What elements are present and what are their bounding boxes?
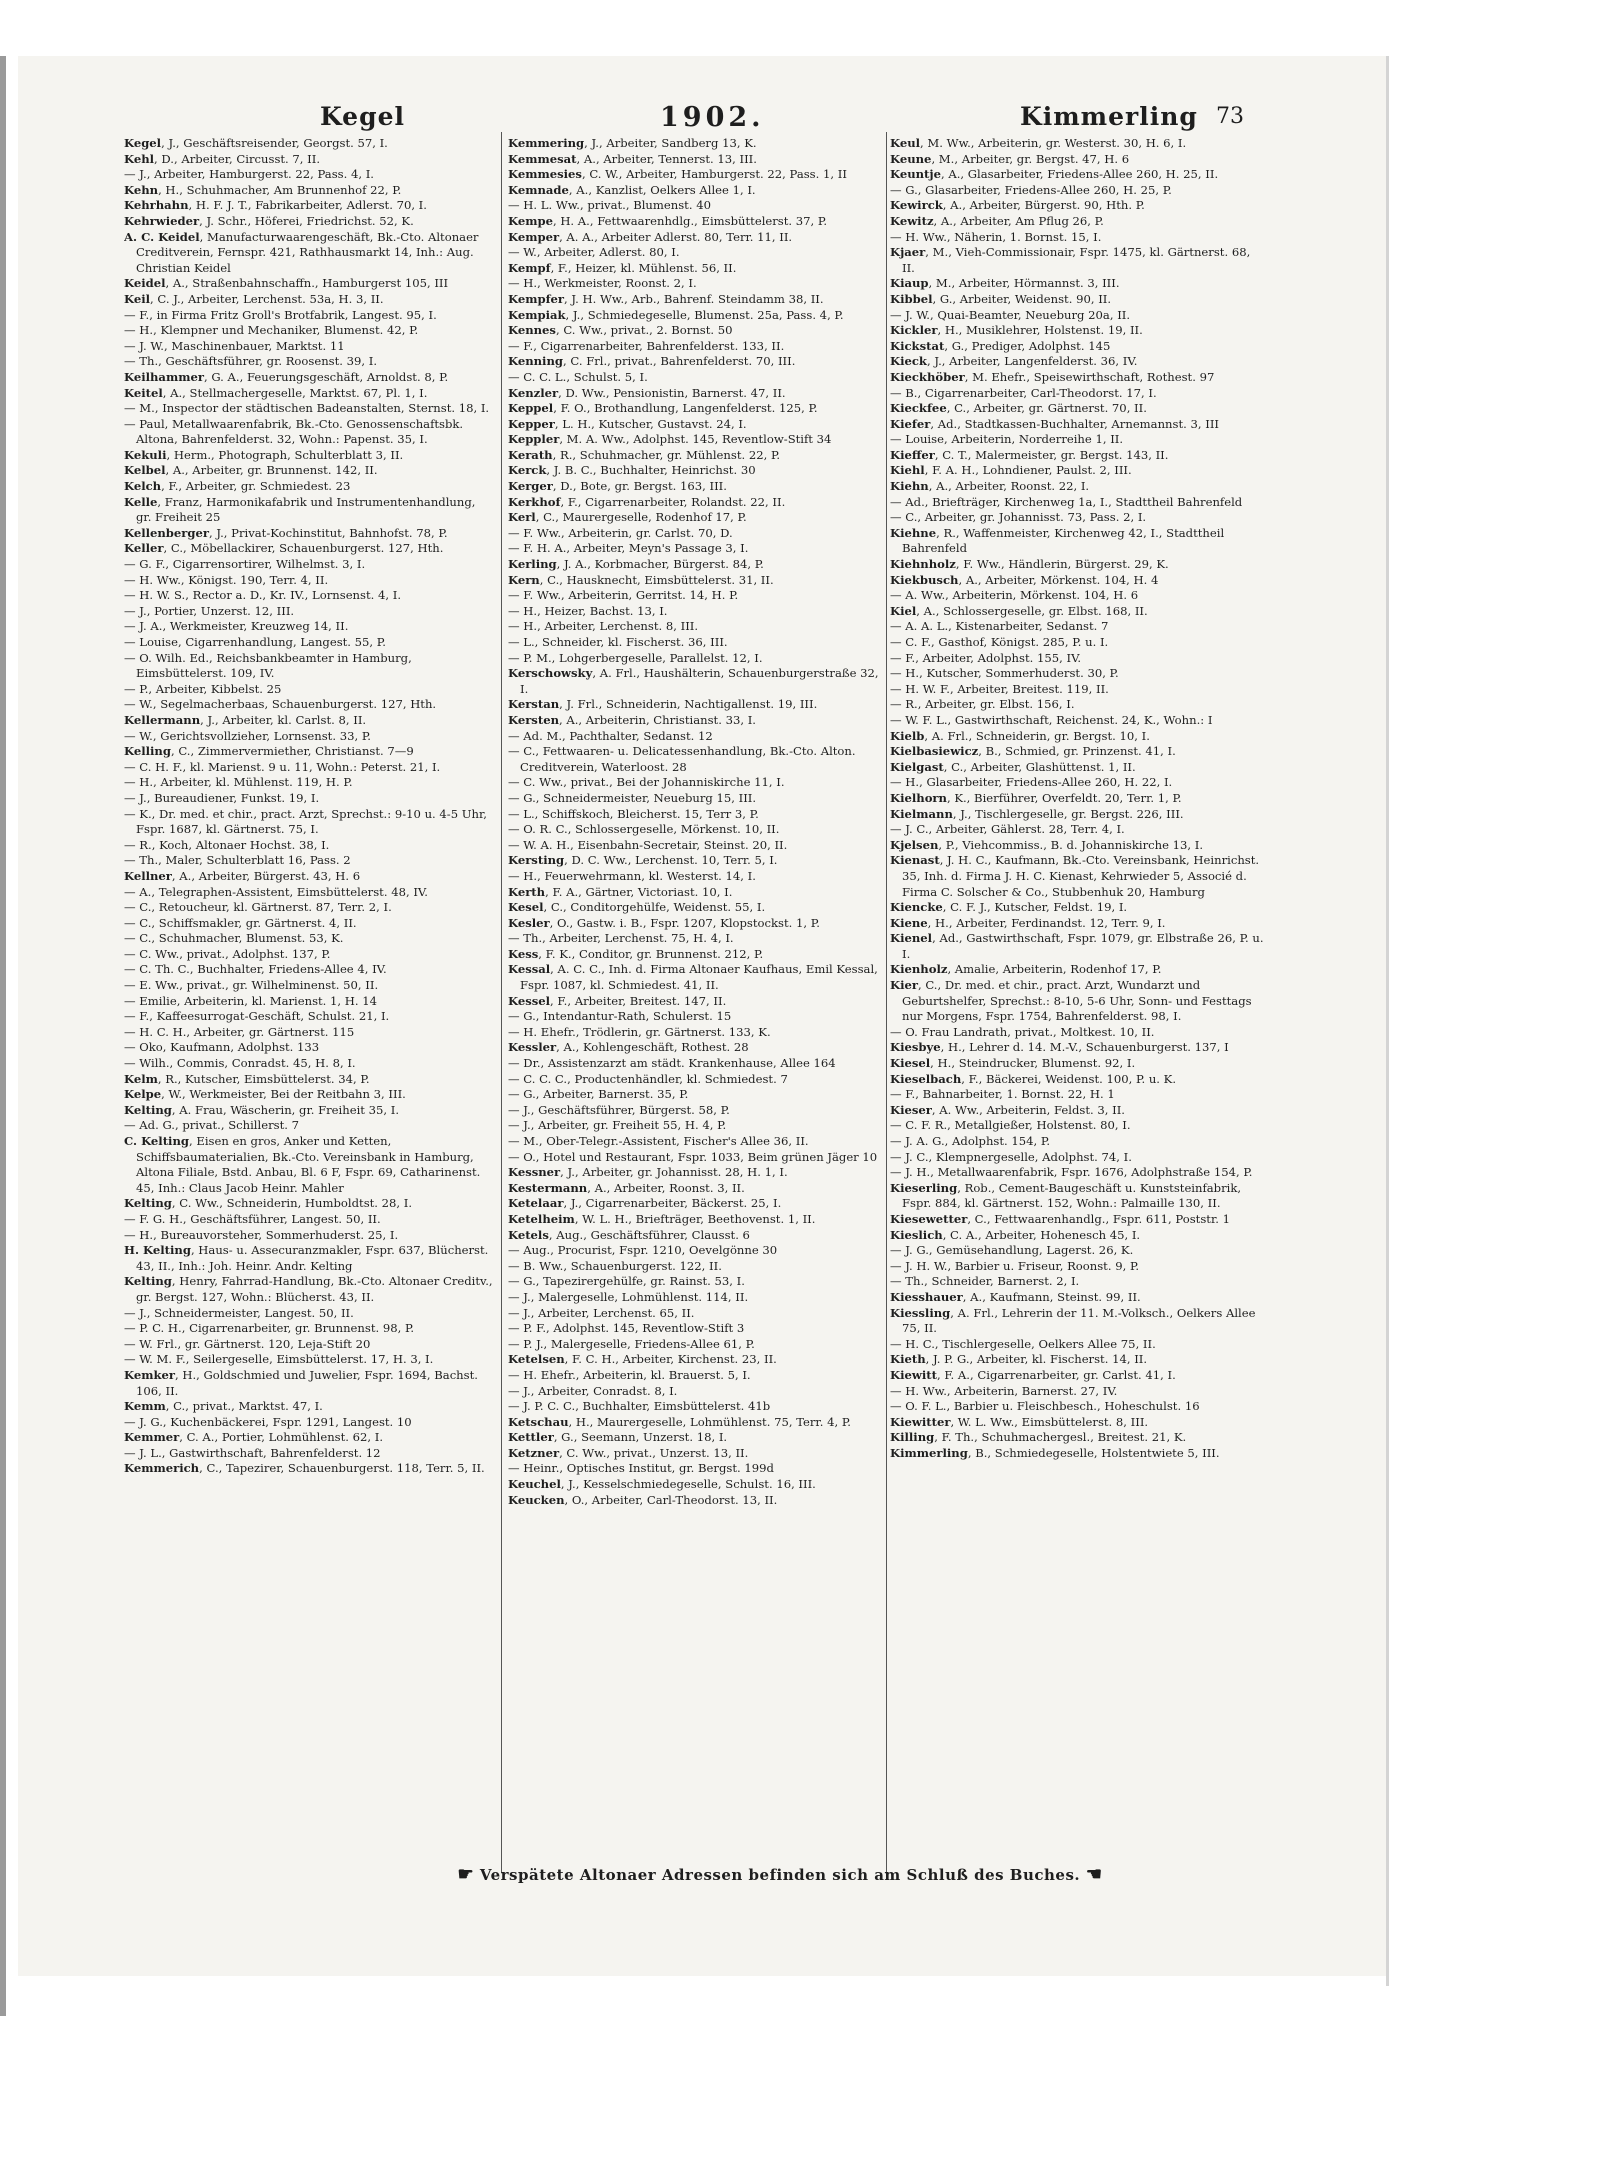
directory-entry: Ketschau, H., Maurergeselle, Lohmühlenst. 75, Terr. 4, P. — [508, 1414, 851, 1429]
directory-entry: — C. H. F., kl. Marienst. 9 u. 11, Wohn.: Peterst. 21, I. — [124, 759, 441, 774]
directory-entry: — L., Schneider, kl. Fischerst. 36, III. — [508, 635, 728, 649]
directory-entry: — O. Frau Landrath, privat., Moltkest. 10, II. — [890, 1024, 1155, 1039]
directory-entry: — J. P. C. C., Buchhalter, Eimsbüttelerst. 41b — [508, 1399, 771, 1414]
directory-entry: — J. A. G., Adolphst. 154, P. — [890, 1134, 1051, 1148]
directory-entry: Kieselbach, F., Bäckerei, Weidenst. 100, P. u. K. — [890, 1071, 1177, 1086]
directory-entry: Kempiak, J., Schmiedegeselle, Blumenst. 25a, Pass. 4, P. — [508, 307, 844, 322]
pointing-hand-left-icon: ☚ — [1085, 1864, 1103, 1885]
directory-entry: — C. Ww., privat., Adolphst. 137, P. — [124, 946, 331, 961]
directory-entry: Kempfer, J. H. Ww., Arb., Bahrenf. Steindamm 38, II. — [508, 291, 824, 306]
directory-entry: — O., Hotel und Restaurant, Fspr. 1033, Beim grünen Jäger 10 — [508, 1149, 878, 1164]
directory-entry: Kiesel, H., Steindrucker, Blumenst. 92, I. — [890, 1056, 1136, 1071]
directory-entry: Kehl, D., Arbeiter, Circusst. 7, II. — [124, 151, 321, 166]
directory-entry: — F. Ww., Arbeiterin, Gerritst. 14, H. P. — [508, 588, 739, 603]
directory-entry: Kiencke, C. F. J., Kutscher, Feldst. 19, I. — [890, 900, 1128, 915]
directory-entry: Kiehne, R., Waffenmeister, Kirchenweg 42, I., Stadttheil Bahrenfeld — [890, 525, 1225, 556]
directory-entry: Keucken, O., Arbeiter, Carl-Theodorst. 13, II. — [508, 1492, 778, 1507]
directory-entry: Kelm, R., Kutscher, Eimsbüttelerst. 34, P. — [124, 1071, 370, 1086]
directory-entry: — F. H. A., Arbeiter, Meyn's Passage 3, I. — [508, 541, 749, 556]
directory-entry: — O. Wilh. Ed., Reichsbankbeamter in Hamburg, Eimsbüttelerst. 109, IV. — [124, 650, 412, 681]
directory-entry: Kemker, H., Goldschmied und Juwelier, Fspr. 1694, Bachst. 106, II. — [124, 1367, 478, 1398]
directory-entry: C. Kelting, Eisen en gros, Anker und Ketten, Schiffsbaumaterialien, Bk.-Cto. Vereinsbank in Hamburg, Altona Filiale, Bstd. Anbau, Bl. 6 F, Fspr. 69, Catharinenst. 45, Inh.: Claus Jacob Heinr. Mahler — [124, 1134, 481, 1195]
directory-entry: — J., Bureaudiener, Funkst. 19, I. — [124, 790, 320, 805]
directory-entry: — J. C., Arbeiter, Gählerst. 28, Terr. 4, I. — [890, 822, 1125, 837]
directory-entry: — J., Arbeiter, Hamburgerst. 22, Pass. 4, I. — [124, 167, 374, 182]
directory-entry: Keitel, A., Stellmachergeselle, Marktst. 67, Pl. 1, I. — [124, 385, 428, 400]
directory-entry: Kieth, J. P. G., Arbeiter, kl. Fischerst. 14, II. — [890, 1352, 1148, 1367]
directory-entry: Kess, F. K., Conditor, gr. Brunnenst. 212, P. — [508, 946, 764, 961]
directory-entry: — C., Schiffsmakler, gr. Gärtnerst. 4, II. — [124, 915, 357, 930]
directory-entry: Kieslich, C. A., Arbeiter, Hohenesch 45, I. — [890, 1227, 1141, 1242]
directory-entry: — Emilie, Arbeiterin, kl. Marienst. 1, H. 14 — [124, 993, 378, 1008]
directory-entry: — H., Klempner und Mechaniker, Blumenst. 42, P. — [124, 323, 419, 338]
directory-entry: Kelting, A. Frau, Wäscherin, gr. Freiheit 35, I. — [124, 1102, 400, 1117]
directory-entry: Kegel, J., Geschäftsreisender, Georgst. 57, I. — [124, 136, 388, 150]
directory-entry: — H., Heizer, Bachst. 13, I. — [508, 603, 668, 618]
footer-note — [330, 1864, 1230, 1890]
directory-entry: Kielmann, J., Tischlergeselle, gr. Bergst. 226, III. — [890, 806, 1184, 821]
directory-entry: — Dr., Assistenzarzt am städt. Krankenhause, Allee 164 — [508, 1056, 836, 1071]
directory-entry: — J. L., Gastwirthschaft, Bahrenfelderst. 12 — [124, 1445, 381, 1460]
directory-entry: — Paul, Metallwaarenfabrik, Bk.-Cto. Genossenschaftsbk. Altona, Bahrenfelderst. 32, Wohn.: Papenst. 35, I. — [124, 416, 464, 447]
directory-entry: Keuchel, J., Kesselschmiedegeselle, Schulst. 16, III. — [508, 1477, 816, 1492]
directory-entry: Kewirck, A., Arbeiter, Bürgerst. 90, Hth. P. — [890, 198, 1145, 213]
directory-entry: — W., Arbeiter, Adlerst. 80, I. — [508, 245, 680, 260]
directory-entry: Kennes, C. Ww., privat., 2. Bornst. 50 — [508, 323, 733, 338]
directory-entry: Kielhorn, K., Bierführer, Overfeldt. 20, Terr. 1, P. — [890, 790, 1182, 805]
directory-entry: Kehn, H., Schuhmacher, Am Brunnenhof 22, P. — [124, 182, 402, 197]
directory-entry: Kieck, J., Arbeiter, Langenfelderst. 36, IV. — [890, 354, 1138, 369]
directory-entry: Kiefer, Ad., Stadtkassen-Buchhalter, Arnemannst. 3, III — [890, 416, 1219, 431]
directory-entry: Keidel, A., Straßenbahnschaffn., Hamburgerst 105, III — [124, 276, 449, 291]
directory-entry: — C. Ww., privat., Bei der Johanniskirche 11, I. — [508, 775, 785, 790]
directory-entry: — P. C. H., Cigarrenarbeiter, gr. Brunnenst. 98, P. — [124, 1321, 415, 1336]
directory-entry: Kerschowsky, A. Frl., Haushälterin, Schauenburgerstraße 32, I. — [508, 666, 879, 696]
directory-entry: Kessal, A. C. C., Inh. d. Firma Altonaer Kaufhaus, Emil Kessal, Fspr. 1087, kl. Schmiedest. 41, II. — [508, 962, 878, 993]
directory-entry: — A. Ww., Arbeiterin, Mörkenst. 104, H. 6 — [890, 588, 1139, 603]
directory-entry: Ketelheim, W. L. H., Briefträger, Beethovenst. 1, II. — [508, 1211, 816, 1226]
directory-entry: — C. C. C., Productenhändler, kl. Schmiedest. 7 — [508, 1071, 788, 1086]
directory-entry: Kemm, C., privat., Marktst. 47, I. — [124, 1399, 323, 1414]
directory-entry: Kellermann, J., Arbeiter, kl. Carlst. 8, II. — [124, 712, 367, 727]
directory-entry: Ketelsen, F. C. H., Arbeiter, Kirchenst. 23, II. — [508, 1352, 777, 1367]
directory-entry: — C. Th. C., Buchhalter, Friedens-Allee 4, IV. — [124, 962, 387, 977]
directory-entry: — W. A. H., Eisenbahn-Secretair, Steinst. 20, II. — [508, 837, 788, 852]
directory-entry: Kemmer, C. A., Portier, Lohmühlenst. 62, I. — [124, 1430, 384, 1445]
directory-entry: Kiaup, M., Arbeiter, Hörmannst. 3, III. — [890, 276, 1120, 291]
directory-entry: — W. M. F., Seilergeselle, Eimsbüttelerst. 17, H. 3, I. — [124, 1352, 434, 1367]
directory-entry: — Aug., Procurist, Fspr. 1210, Oevelgönne 30 — [508, 1243, 778, 1258]
directory-entry: — J., Geschäftsführer, Bürgerst. 58, P. — [508, 1102, 730, 1117]
directory-entry: Kerger, D., Bote, gr. Bergst. 163, III. — [508, 479, 727, 494]
directory-entry: — Oko, Kaufmann, Adolphst. 133 — [124, 1040, 320, 1055]
directory-entry: Kiewitt, F. A., Cigarrenarbeiter, gr. Carlst. 41, I. — [890, 1367, 1176, 1382]
directory-entry: Kieffer, C. T., Malermeister, gr. Bergst. 143, II. — [890, 447, 1169, 462]
directory-entry: Kerck, J. B. C., Buchhalter, Heinrichst. 30 — [508, 463, 756, 478]
directory-entry: Kelpe, W., Werkmeister, Bei der Reitbahn 3, III. — [124, 1087, 406, 1102]
directory-entry: — E. Ww., privat., gr. Wilhelminenst. 50, II. — [124, 978, 379, 993]
directory-entry: Kellenberger, J., Privat-Kochinstitut, Bahnhofst. 78, P. — [124, 525, 448, 540]
directory-entry: Kenzler, D. Ww., Pensionistin, Barnerst. 47, II. — [508, 385, 786, 400]
directory-entry: — J. G., Gemüsehandlung, Lagerst. 26, K. — [890, 1243, 1134, 1258]
directory-entry: Kessel, F., Arbeiter, Breitest. 147, II. — [508, 993, 727, 1008]
directory-entry: Kehrwieder, J. Schr., Höferei, Friedrichst. 52, K. — [124, 213, 414, 228]
directory-entry: Kielgast, C., Arbeiter, Glashüttenst. 1, II. — [890, 759, 1136, 774]
directory-entry: — H. W. S., Rector a. D., Kr. IV., Lornsenst. 4, I. — [124, 588, 402, 603]
directory-entry: Kickstat, G., Prediger, Adolphst. 145 — [890, 338, 1111, 353]
directory-entry: Kerth, F. A., Gärtner, Victoriast. 10, I. — [508, 884, 733, 899]
directory-entry: Kemmesat, A., Arbeiter, Tennerst. 13, III. — [508, 151, 757, 166]
directory-entry: Kjelsen, P., Viehcommiss., B. d. Johanniskirche 13, I. — [890, 837, 1204, 852]
directory-entry: — H. Ww., Arbeiterin, Barnerst. 27, IV. — [890, 1383, 1118, 1398]
directory-entry: — A., Telegraphen-Assistent, Eimsbüttelerst. 48, IV. — [124, 884, 428, 899]
directory-entry: Kjaer, M., Vieh-Commissionair, Fspr. 1475, kl. Gärtnerst. 68, II. — [890, 245, 1251, 275]
directory-entry: Keuntje, A., Glasarbeiter, Friedens-Allee 260, H. 25, II. — [890, 167, 1219, 182]
directory-entry: — H. C. H., Arbeiter, gr. Gärtnerst. 115 — [124, 1024, 355, 1039]
directory-column-1 — [124, 136, 494, 1861]
directory-entry: Kerkhof, F., Cigarrenarbeiter, Rolandst. 22, II. — [508, 494, 786, 509]
directory-entry: — C., Retoucheur, kl. Gärtnerst. 87, Terr. 2, I. — [124, 900, 392, 915]
directory-entry: — C., Schuhmacher, Blumenst. 53, K. — [124, 931, 344, 946]
directory-entry: — W., Segelmacherbaas, Schauenburgerst. 127, Hth. — [124, 697, 437, 712]
directory-entry: Kemper, A. A., Arbeiter Adlerst. 80, Terr. 11, II. — [508, 229, 793, 244]
directory-entry: — F., in Firma Fritz Groll's Brotfabrik, Langest. 95, I. — [124, 307, 437, 322]
directory-entry: Kemmerich, C., Tapezirer, Schauenburgerst. 118, Terr. 5, II. — [124, 1461, 485, 1476]
directory-entry: — O. R. C., Schlossergeselle, Mörkenst. 10, II. — [508, 822, 780, 837]
directory-entry: Kelbel, A., Arbeiter, gr. Brunnenst. 142, II. — [124, 463, 378, 478]
directory-entry: — Wilh., Commis, Conradst. 45, H. 8, I. — [124, 1056, 356, 1071]
directory-entry: Keller, C., Möbellackirer, Schauenburgerst. 127, Hth. — [124, 541, 444, 556]
directory-entry: Kesel, C., Conditorgehülfe, Weidenst. 55, I. — [508, 900, 766, 915]
directory-entry: Kern, C., Hausknecht, Eimsbüttelerst. 31, II. — [508, 572, 774, 587]
directory-entry: — F., Cigarrenarbeiter, Bahrenfelderst. 133, II. — [508, 338, 785, 353]
directory-entry: — F. Ww., Arbeiterin, gr. Carlst. 70, D. — [508, 525, 733, 540]
directory-entry: Kemmering, J., Arbeiter, Sandberg 13, K. — [508, 136, 757, 150]
directory-entry: Kielbasiewicz, B., Schmied, gr. Prinzenst. 41, I. — [890, 744, 1176, 759]
directory-entry: Kiesewetter, C., Fettwaarenhandlg., Fspr. 611, Poststr. 1 — [890, 1211, 1230, 1226]
directory-entry: Kenning, C. Frl., privat., Bahrenfelderst. 70, III. — [508, 354, 796, 369]
directory-entry: — M., Inspector der städtischen Badeanstalten, Sternst. 18, I. — [124, 401, 490, 416]
page-number: 73 — [1216, 104, 1244, 129]
directory-entry: — B., Cigarrenarbeiter, Carl-Theodorst. 17, I. — [890, 385, 1157, 400]
directory-entry: — P. J., Malergeselle, Friedens-Allee 61, P. — [508, 1336, 755, 1351]
directory-entry: Kemmesies, C. W., Arbeiter, Hamburgerst. 22, Pass. 1, II — [508, 167, 847, 182]
directory-entry: Kelch, F., Arbeiter, gr. Schmiedest. 23 — [124, 479, 351, 494]
directory-entry: Keppler, M. A. Ww., Adolphst. 145, Reventlow-Stift 34 — [508, 432, 832, 447]
headword-left: Kegel — [320, 102, 405, 131]
directory-entry: — Heinr., Optisches Institut, gr. Bergst. 199d — [508, 1461, 774, 1476]
directory-entry: Kessner, J., Arbeiter, gr. Johannisst. 28, H. 1, I. — [508, 1165, 788, 1180]
directory-entry: — B. Ww., Schauenburgerst. 122, II. — [508, 1258, 722, 1273]
directory-entry: — L., Schiffskoch, Bleicherst. 15, Terr 3, P. — [508, 806, 759, 821]
directory-entry: Kellner, A., Arbeiter, Bürgerst. 43, H. 6 — [124, 868, 361, 883]
directory-entry: Kiesshauer, A., Kaufmann, Steinst. 99, II. — [890, 1289, 1141, 1304]
directory-entry: — J., Schneidermeister, Langest. 50, II. — [124, 1305, 354, 1320]
directory-entry: Kekuli, Herm., Photograph, Schulterblatt 3, II. — [124, 447, 404, 462]
directory-entry: — K., Dr. med. et chir., pract. Arzt, Sprechst.: 9-10 u. 4-5 Uhr, Fspr. 1687, kl. Gärtnerst. 75, I. — [124, 806, 487, 837]
directory-entry: — Th., Arbeiter, Lerchenst. 75, H. 4, I. — [508, 931, 734, 946]
directory-entry: — Louise, Arbeiterin, Norderreihe 1, II. — [890, 432, 1124, 447]
directory-entry: Kienel, Ad., Gastwirthschaft, Fspr. 1079, gr. Elbstraße 26, P. u. I. — [890, 931, 1264, 961]
directory-entry: Kessler, A., Kohlengeschäft, Rothest. 28 — [508, 1040, 749, 1055]
directory-entry: Kerl, C., Maurergeselle, Rodenhof 17, P. — [508, 510, 747, 525]
directory-entry: Kesler, O., Gastw. i. B., Fspr. 1207, Klopstockst. 1, P. — [508, 915, 820, 930]
directory-entry: Kiel, A., Schlossergeselle, gr. Elbst. 168, II. — [890, 603, 1148, 618]
directory-entry: — F. G. H., Geschäftsführer, Langest. 50, II. — [124, 1211, 381, 1226]
directory-entry: Kiekbusch, A., Arbeiter, Mörkenst. 104, H. 4 — [890, 572, 1159, 587]
directory-entry: — G. F., Cigarrensortirer, Wilhelmst. 3, I. — [124, 557, 366, 572]
directory-entry: Kier, C., Dr. med. et chir., pract. Arzt, Wundarzt und Geburtshelfer, Sprechst.: 8-10, 5-6 Uhr, Sonn- und Festtags nur Morgens, Fspr. 1754, Bahrenfelderst. 98, I. — [890, 978, 1252, 1024]
directory-entry: — Ad. M., Pachthalter, Sedanst. 12 — [508, 728, 713, 743]
directory-entry: — C. F., Gasthof, Königst. 285, P. u. I. — [890, 635, 1109, 649]
directory-entry: — J. C., Klempnergeselle, Adolphst. 74, I. — [890, 1149, 1132, 1164]
directory-entry: — C. F. R., Metallgießer, Holstenst. 80, I. — [890, 1118, 1131, 1133]
directory-entry: Kieser, A. Ww., Arbeiterin, Feldst. 3, II. — [890, 1102, 1125, 1117]
directory-entry: — H., Arbeiter, Lerchenst. 8, III. — [508, 619, 699, 634]
directory-entry: — J., Portier, Unzerst. 12, III. — [124, 603, 295, 618]
directory-entry: — J., Arbeiter, Conradst. 8, I. — [508, 1383, 678, 1398]
directory-entry: Kiessling, A. Frl., Lehrerin der 11. M.-Volksch., Oelkers Allee 75, II. — [890, 1305, 1256, 1336]
directory-column-3 — [890, 136, 1264, 1861]
directory-entry: Keil, C. J., Arbeiter, Lerchenst. 53a, H. 3, II. — [124, 291, 384, 306]
directory-entry: — Th., Geschäftsführer, gr. Roosenst. 39, I. — [124, 354, 378, 369]
directory-entry: — R., Koch, Altonaer Hochst. 38, I. — [124, 837, 330, 852]
directory-entry: Kickler, H., Musiklehrer, Holstenst. 19, II. — [890, 323, 1143, 338]
scan-edge — [0, 56, 6, 2016]
directory-entry: — H., Glasarbeiter, Friedens-Allee 260, H. 22, I. — [890, 775, 1173, 790]
directory-entry: — H., Feuerwehrmann, kl. Westerst. 14, I. — [508, 868, 756, 883]
directory-entry: Kiehnholz, F. Ww., Händlerin, Bürgerst. 29, K. — [890, 557, 1169, 572]
directory-entry: Keul, M. Ww., Arbeiterin, gr. Westerst. 30, H. 6, I. — [890, 136, 1187, 150]
directory-entry: Kelle, Franz, Harmonikafabrik und Instrumentenhandlung, gr. Freiheit 25 — [124, 494, 476, 525]
directory-entry: — Ad. G., privat., Schillerst. 7 — [124, 1118, 299, 1133]
directory-entry: Kersten, A., Arbeiterin, Christianst. 33, I. — [508, 712, 756, 727]
directory-entry: — J. A., Werkmeister, Kreuzweg 14, II. — [124, 619, 349, 634]
directory-entry: — H. Ehefr., Arbeiterin, kl. Brauerst. 5, I. — [508, 1367, 751, 1382]
directory-entry: Kerling, J. A., Korbmacher, Bürgerst. 84, P. — [508, 557, 764, 572]
directory-entry: — F., Bahnarbeiter, 1. Bornst. 22, H. 1 — [890, 1087, 1115, 1102]
directory-entry: Ketels, Aug., Geschäftsführer, Clausst. 6 — [508, 1227, 750, 1242]
directory-entry: — J., Arbeiter, gr. Freiheit 55, H. 4, P. — [508, 1118, 727, 1133]
column-divider — [501, 132, 502, 1872]
directory-entry: H. Kelting, Haus- u. Assecuranzmakler, Fspr. 637, Blücherst. 43, II., Inh.: Joh. Heinr. Andr. Kelting — [124, 1243, 489, 1273]
directory-entry: — W. F. L., Gastwirthschaft, Reichenst. 24, K., Wohn.: I — [890, 712, 1213, 727]
directory-entry: Kewitz, A., Arbeiter, Am Pflug 26, P. — [890, 213, 1104, 228]
directory-entry: Kielb, A. Frl., Schneiderin, gr. Bergst. 10, I. — [890, 728, 1150, 743]
directory-entry: — H. C., Tischlergeselle, Oelkers Allee 75, II. — [890, 1336, 1156, 1351]
directory-entry: — G., Schneidermeister, Neueburg 15, III. — [508, 790, 757, 805]
directory-entry: Kiewitter, W. L. Ww., Eimsbüttelerst. 8, III. — [890, 1414, 1149, 1429]
directory-entry: — O. F. L., Barbier u. Fleischbesch., Hoheschulst. 16 — [890, 1399, 1200, 1414]
directory-entry: Keune, M., Arbeiter, gr. Bergst. 47, H. 6 — [890, 151, 1130, 166]
directory-entry: — C., Fettwaaren- u. Delicatessenhandlung, Bk.-Cto. Alton. Creditverein, Waterloost. 28 — [508, 744, 856, 774]
directory-entry: — H., Bureauvorsteher, Sommerhuderst. 25, I. — [124, 1227, 399, 1242]
directory-entry: — G., Arbeiter, Barnerst. 35, P. — [508, 1087, 689, 1102]
directory-entry: Killing, F. Th., Schuhmachergesl., Breitest. 21, K. — [890, 1430, 1187, 1445]
directory-entry: Kimmerling, B., Schmiedegeselle, Holstentwiete 5, III. — [890, 1445, 1220, 1460]
year-heading: 1902. — [660, 102, 765, 133]
column-divider — [886, 132, 887, 1872]
directory-entry: — C., Arbeiter, gr. Johannisst. 73, Pass. 2, I. — [890, 510, 1147, 525]
directory-entry: — Th., Schneider, Barnerst. 2, I. — [890, 1274, 1080, 1289]
directory-entry: Kempe, H. A., Fettwaarenhdlg., Eimsbüttelerst. 37, P. — [508, 213, 828, 228]
pointing-hand-right-icon: ☛ — [457, 1864, 475, 1885]
directory-entry: — J. W., Maschinenbauer, Marktst. 11 — [124, 338, 345, 353]
directory-entry: — W. Frl., gr. Gärtnerst. 120, Leja-Stift 20 — [124, 1336, 371, 1351]
directory-entry: Kiesbye, H., Lehrer d. 14. M.-V., Schauenburgerst. 137, I — [890, 1040, 1229, 1055]
headword-right: Kimmerling — [1020, 102, 1198, 131]
directory-entry: Kelting, C. Ww., Schneiderin, Humboldtst. 28, I. — [124, 1196, 413, 1211]
directory-column-2 — [508, 136, 882, 1861]
directory-entry: Kemnade, A., Kanzlist, Oelkers Allee 1, I. — [508, 182, 756, 197]
directory-entry: — H. W. F., Arbeiter, Breitest. 119, II. — [890, 681, 1109, 696]
directory-entry: — J., Arbeiter, Lerchenst. 65, II. — [508, 1305, 695, 1320]
directory-entry: — P. M., Lohgerbergeselle, Parallelst. 12, I. — [508, 650, 763, 665]
directory-entry: Kibbel, G., Arbeiter, Weidenst. 90, II. — [890, 291, 1112, 306]
directory-entry: Kelting, Henry, Fahrrad-Handlung, Bk.-Cto. Altonaer Creditv., gr. Bergst. 127, Wohn.: Blücherst. 43, II. — [124, 1274, 493, 1304]
directory-entry: — C. C. L., Schulst. 5, I. — [508, 369, 648, 384]
directory-entry: — P., Arbeiter, Kibbelst. 25 — [124, 681, 282, 696]
directory-entry: — P. F., Adolphst. 145, Reventlow-Stift 3 — [508, 1321, 745, 1336]
directory-entry: — H., Werkmeister, Roonst. 2, I. — [508, 276, 697, 291]
directory-entry: — W., Gerichtsvollzieher, Lornsenst. 33, P. — [124, 728, 371, 743]
directory-entry: Ketelaar, J., Cigarrenarbeiter, Bäckerst. 25, I. — [508, 1196, 782, 1211]
directory-entry: Kersting, D. C. Ww., Lerchenst. 10, Terr. 5, I. — [508, 853, 778, 868]
directory-entry: — H., Arbeiter, kl. Mühlenst. 119, H. P. — [124, 775, 353, 790]
directory-entry: — F., Kaffeesurrogat-Geschäft, Schulst. 21, I. — [124, 1009, 390, 1024]
directory-entry: — Th., Maler, Schulterblatt 16, Pass. 2 — [124, 853, 351, 868]
directory-entry: — J. W., Quai-Beamter, Neueburg 20a, II. — [890, 307, 1131, 322]
directory-entry: — G., Glasarbeiter, Friedens-Allee 260, H. 25, P. — [890, 182, 1172, 197]
directory-entry: — J. H., Metallwaarenfabrik, Fspr. 1676, Adolphstraße 154, P. — [890, 1165, 1253, 1180]
directory-entry: — F., Arbeiter, Adolphst. 155, IV. — [890, 650, 1082, 665]
directory-entry: Kestermann, A., Arbeiter, Roonst. 3, II. — [508, 1180, 745, 1195]
page-header — [120, 102, 1360, 136]
directory-entry: Kiene, H., Arbeiter, Ferdinandst. 12, Terr. 9, I. — [890, 915, 1166, 930]
directory-entry: Kiehn, A., Arbeiter, Roonst. 22, I. — [890, 479, 1090, 494]
directory-entry: — M., Ober-Telegr.-Assistent, Fischer's Allee 36, II. — [508, 1134, 809, 1148]
directory-entry: Kiehl, F. A. H., Lohndiener, Paulst. 2, III. — [890, 463, 1132, 478]
directory-entry: — G., Tapezirergehülfe, gr. Rainst. 53, I. — [508, 1274, 745, 1289]
directory-entry: Kettler, G., Seemann, Unzerst. 18, I. — [508, 1430, 728, 1445]
directory-entry: Ketzner, C. Ww., privat., Unzerst. 13, II. — [508, 1445, 749, 1460]
directory-entry: — H., Kutscher, Sommerhuderst. 30, P. — [890, 666, 1119, 681]
directory-entry: — Louise, Cigarrenhandlung, Langest. 55, P. — [124, 635, 386, 649]
directory-entry: Kerstan, J. Frl., Schneiderin, Nachtigallenst. 19, III. — [508, 697, 818, 712]
directory-entry: Kehrhahn, H. F. J. T., Fabrikarbeiter, Adlerst. 70, I. — [124, 198, 427, 213]
page-edge-shadow — [1386, 56, 1389, 1986]
directory-entry: Kieckfee, C., Arbeiter, gr. Gärtnerst. 70, II. — [890, 401, 1147, 416]
directory-entry: — G., Intendantur-Rath, Schulerst. 15 — [508, 1009, 732, 1024]
footer-text: Verspätete Altonaer Adressen befinden sich am Schluß des Buches. — [479, 1866, 1081, 1884]
directory-entry: A. C. Keidel, Manufacturwaarengeschäft, Bk.-Cto. Altonaer Creditverein, Fernspr. 421, Rathhausmarkt 14, Inh.: Aug. Christian Keidel — [124, 229, 479, 275]
directory-entry: — Ad., Briefträger, Kirchenweg 1a, I., Stadttheil Bahrenfeld — [890, 494, 1243, 509]
directory-entry: Kienholz, Amalie, Arbeiterin, Rodenhof 17, P. — [890, 962, 1162, 977]
directory-entry: Kerath, R., Schuhmacher, gr. Mühlenst. 22, P. — [508, 447, 781, 462]
directory-entry: — H. Ww., Königst. 190, Terr. 4, II. — [124, 572, 329, 587]
directory-entry: — J., Malergeselle, Lohmühlenst. 114, II. — [508, 1289, 749, 1304]
directory-entry: — H. Ehefr., Trödlerin, gr. Gärtnerst. 133, K. — [508, 1024, 771, 1039]
directory-entry: — R., Arbeiter, gr. Elbst. 156, I. — [890, 697, 1075, 712]
directory-entry: Kepper, L. H., Kutscher, Gustavst. 24, I. — [508, 416, 747, 431]
directory-entry: Kienast, J. H. C., Kaufmann, Bk.-Cto. Vereinsbank, Heinrichst. 35, Inh. d. Firma J. H. C. Kienast, Kehrwieder 5, Associé d. Firma C. Solscher & Co., Stubbenhuk 20, Hamburg — [890, 853, 1260, 899]
directory-entry: — A. A. L., Kistenarbeiter, Sedanst. 7 — [890, 619, 1109, 634]
directory-entry: — H. L. Ww., privat., Blumenst. 40 — [508, 198, 711, 213]
directory-entry: Kempf, F., Heizer, kl. Mühlenst. 56, II. — [508, 260, 737, 275]
directory-entry: Kelling, C., Zimmervermiether, Christianst. 7—9 — [124, 744, 414, 759]
directory-entry: Kieserling, Rob., Cement-Baugeschäft u. Kunststeinfabrik, Fspr. 884, kl. Gärtnerst. 152, Wohn.: Palmaille 130, II. — [890, 1180, 1242, 1211]
directory-entry: — J. G., Kuchenbäckerei, Fspr. 1291, Langest. 10 — [124, 1414, 412, 1429]
directory-entry: Kieckhöber, M. Ehefr., Speisewirthschaft, Rothest. 97 — [890, 369, 1215, 384]
directory-entry: — H. Ww., Näherin, 1. Bornst. 15, I. — [890, 229, 1102, 244]
directory-entry: Keilhammer, G. A., Feuerungsgeschäft, Arnoldst. 8, P. — [124, 369, 449, 384]
directory-entry: Keppel, F. O., Brothandlung, Langenfelderst. 125, P. — [508, 401, 818, 416]
directory-entry: — J. H. W., Barbier u. Friseur, Roonst. 9, P. — [890, 1258, 1140, 1273]
